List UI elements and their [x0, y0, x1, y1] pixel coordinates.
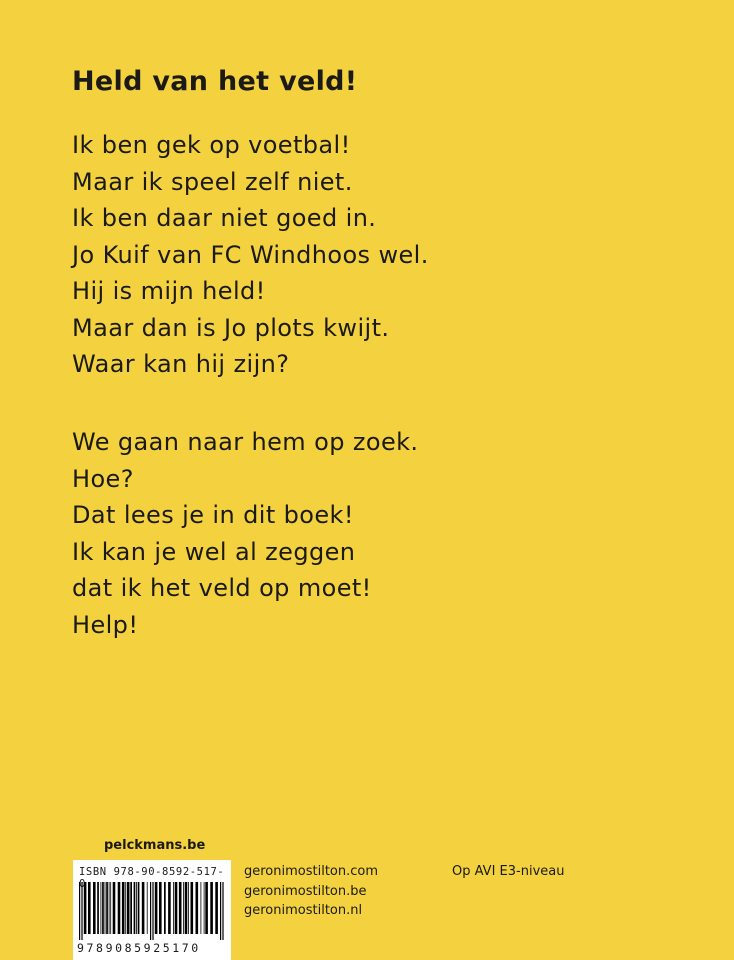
- barcode-bar: [191, 882, 194, 934]
- barcode-bar: [138, 882, 140, 934]
- barcode-bars: [79, 882, 225, 940]
- barcode-bar: [205, 882, 208, 934]
- barcode-bar: [101, 882, 102, 934]
- blurb-line: dat ik het veld op moet!: [72, 574, 372, 602]
- barcode-bar: [113, 882, 116, 934]
- blurb-line: Hoe?: [72, 464, 134, 493]
- publisher-website: pelckmans.be: [104, 838, 206, 853]
- website-link: geronimostilton.nl: [244, 903, 363, 918]
- website-link: geronimostilton.com: [244, 864, 379, 879]
- barcode-bar: [175, 882, 178, 934]
- barcode-bar: [168, 882, 171, 934]
- barcode-bar: [159, 882, 162, 934]
- barcode-bar: [147, 882, 148, 934]
- back-cover-title: Held van het veld!: [72, 66, 358, 97]
- barcode-bar: [185, 882, 188, 934]
- blurb-line: Ik ben daar niet goed in.: [72, 204, 377, 232]
- barcode-bar: [127, 882, 130, 934]
- barcode-bar: [134, 882, 136, 934]
- barcode-bar: [88, 882, 91, 934]
- barcode-bar: [118, 882, 121, 934]
- blurb-line: Maar dan is Jo plots kwijt.: [72, 313, 390, 342]
- barcode-bar: [204, 882, 205, 934]
- barcode-bar: [136, 882, 137, 934]
- blurb-line: Dat lees je in dit boek!: [72, 501, 354, 529]
- barcode-bar: [179, 882, 182, 934]
- barcode-bar: [222, 882, 223, 940]
- blurb-stanza-1: [72, 127, 429, 383]
- barcode-bar: [150, 882, 151, 940]
- barcode-bar: [142, 882, 145, 934]
- barcode-bar: [110, 882, 111, 934]
- blurb-line: Waar kan hij zijn?: [72, 350, 290, 378]
- barcode-bar: [109, 882, 110, 934]
- barcode-bar: [201, 882, 202, 934]
- blurb-line: Hij is mijn held!: [72, 277, 266, 305]
- barcode-bar: [173, 882, 174, 934]
- website-list: [244, 862, 378, 921]
- barcode-bar: [152, 882, 153, 940]
- barcode-bar: [106, 882, 108, 934]
- barcode-bar: [130, 882, 132, 934]
- barcode-bar: [188, 882, 189, 934]
- blurb-line: Ik kan je wel al zeggen: [72, 537, 356, 566]
- barcode-bar: [122, 882, 125, 934]
- barcode-bar: [79, 882, 80, 940]
- barcode-bar: [105, 882, 106, 934]
- blurb-line: Ik ben gek op voetbal!: [72, 131, 351, 159]
- barcode-bar: [102, 882, 104, 934]
- barcode-bar: [93, 882, 96, 934]
- barcode-bar: [125, 882, 126, 934]
- blurb-line: Maar ik speel zelf niet.: [72, 167, 353, 196]
- website-link: geronimostilton.be: [244, 883, 367, 899]
- blurb-line: We gaan naar hem op zoek.: [72, 428, 419, 456]
- barcode-bar: [81, 882, 82, 940]
- blurb-line: Help!: [72, 610, 139, 639]
- barcode-bar: [183, 882, 184, 934]
- isbn-number: ISBN 978-90-8592-517-: [79, 866, 225, 878]
- barcode-bar: [215, 882, 218, 934]
- barcode-bar: [155, 882, 158, 934]
- reading-level-label: Op AVI E3-niveau: [452, 864, 565, 879]
- barcode-bar: [196, 882, 199, 934]
- blurb-line: Jo Kuif van FC Windhoos wel.: [72, 240, 429, 269]
- barcode-bar: [164, 882, 166, 934]
- barcode-bar: [97, 882, 99, 934]
- isbn-barcode: [73, 860, 231, 960]
- blurb-stanza-2: [72, 424, 418, 643]
- barcode-bar: [210, 882, 213, 934]
- barcode-digits: 9789085925170: [77, 941, 201, 955]
- barcode-bar: [220, 882, 221, 940]
- barcode-bar: [84, 882, 87, 934]
